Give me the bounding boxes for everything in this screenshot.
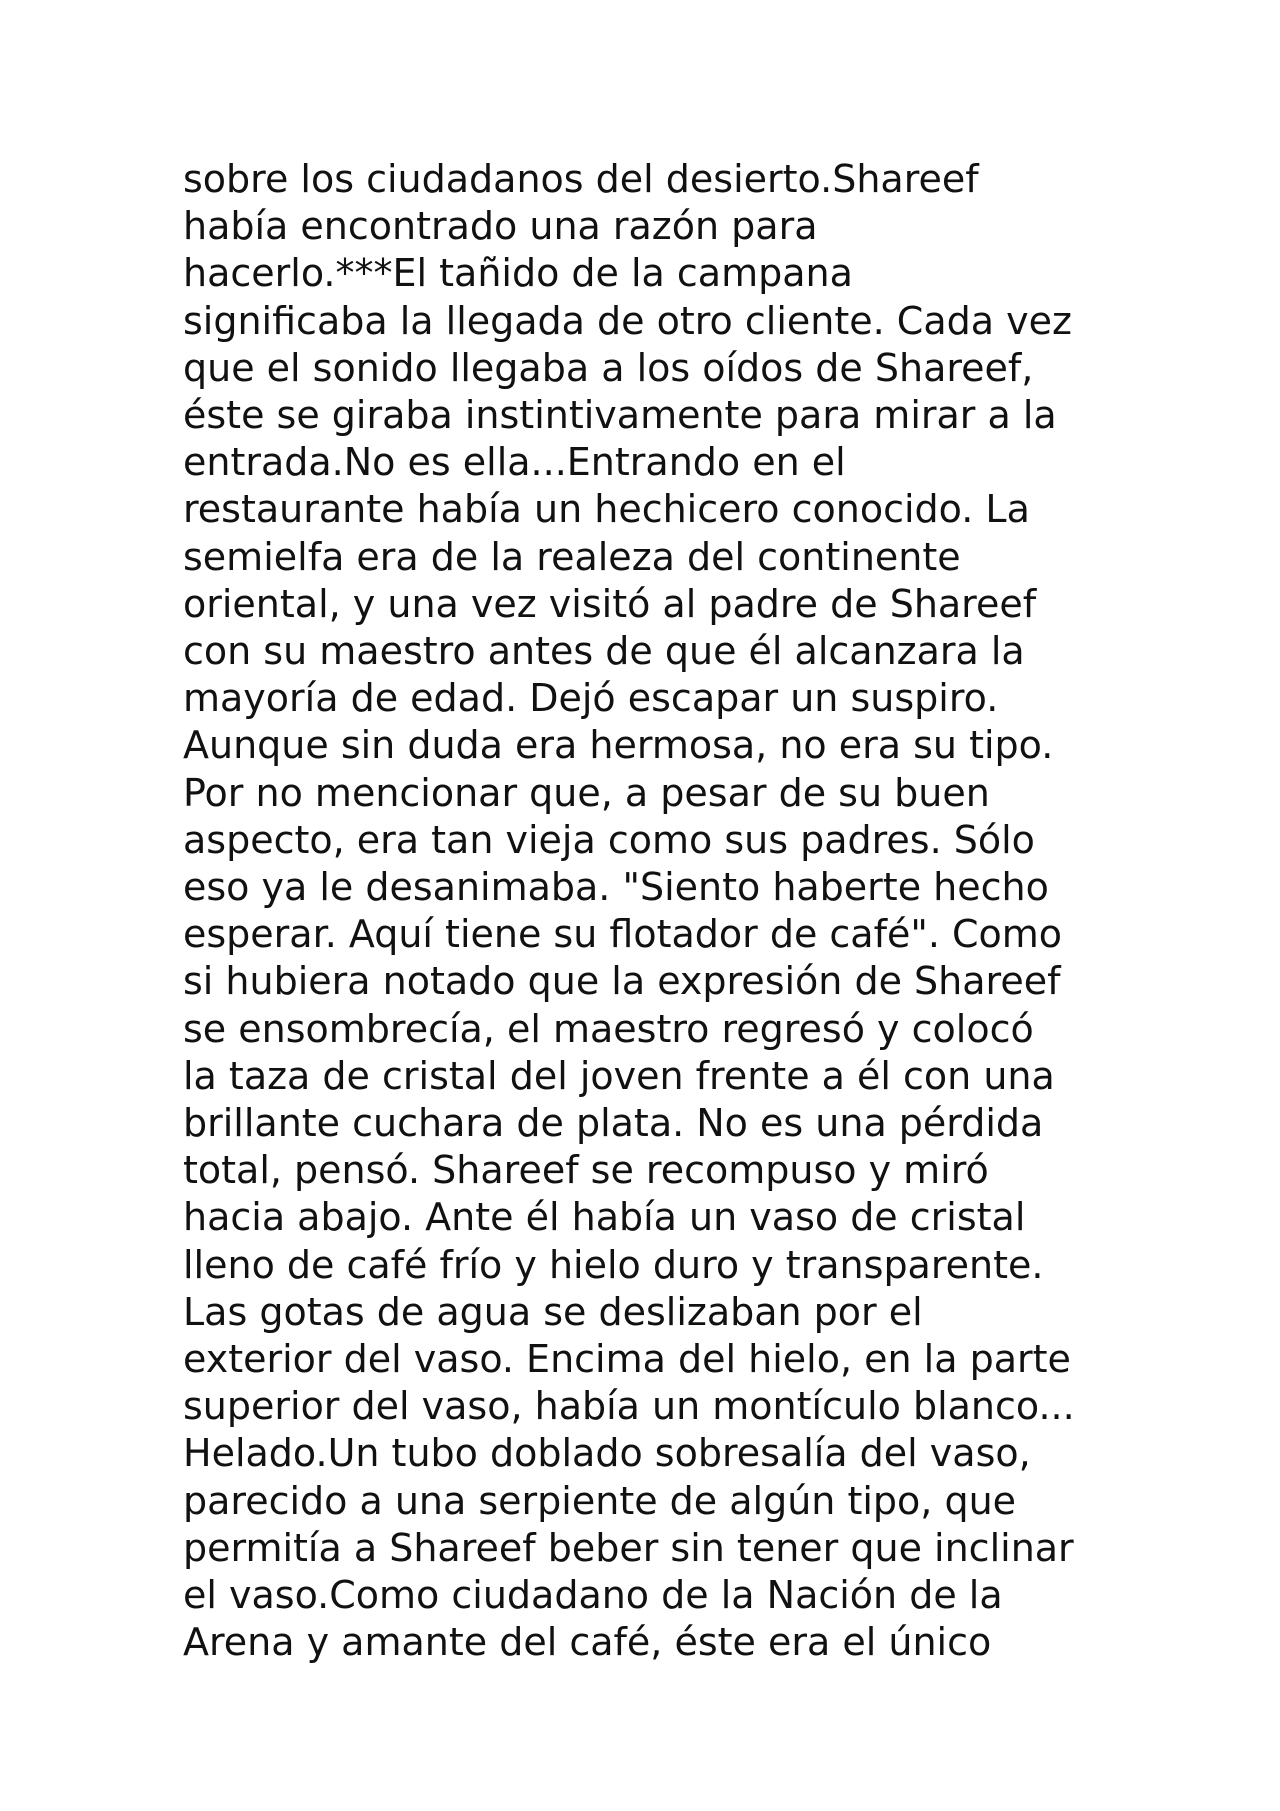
- text-line-6: éste se giraba instintivamente para mirar a la: [183, 393, 1057, 438]
- text-line-17: esperar. Aquí tiene su flotador de café". Como: [183, 912, 1063, 957]
- text-line-29: parecido a una serpiente de algún tipo, que: [183, 1478, 1017, 1523]
- text-line-26: exterior del vaso. Encima del hielo, en la parte: [183, 1337, 1071, 1382]
- text-line-20: la taza de cristal del joven frente a él con una: [183, 1053, 1055, 1098]
- text-line-24: lleno de café frío y hielo duro y transparente.: [183, 1242, 1044, 1287]
- text-line-8: restaurante había un hechicero conocido. La: [183, 487, 1030, 532]
- text-line-9: semielfa era de la realeza del continente: [183, 534, 961, 579]
- text-line-30: permitía a Shareef beber sin tener que inclinar: [183, 1525, 1074, 1570]
- text-line-11: con su maestro antes de que él alcanzara la: [183, 629, 1025, 674]
- text-line-2: había encontrado una razón para: [183, 204, 818, 249]
- text-line-14: Por no mencionar que, a pesar de su buen: [183, 770, 990, 815]
- text-line-22: total, pensó. Shareef se recompuso y miró: [183, 1148, 989, 1193]
- text-line-7: entrada.No es ella...Entrando en el: [183, 440, 846, 485]
- text-line-10: oriental, y una vez visitó al padre de Shareef: [183, 581, 1037, 626]
- text-line-15: aspecto, era tan vieja como sus padres. Sólo: [183, 817, 1035, 862]
- text-line-27: superior del vaso, había un montículo blanco...: [183, 1384, 1075, 1429]
- text-line-19: se ensombrecía, el maestro regresó y colocó: [183, 1006, 1034, 1051]
- text-line-16: eso ya le desanimaba. "Siento haberte hecho: [183, 865, 1049, 910]
- text-line-28: Helado.Un tubo doblado sobresalía del vaso,: [183, 1431, 1031, 1476]
- text-line-18: si hubiera notado que la expresión de Shareef: [183, 959, 1061, 1004]
- body-text: [183, 156, 1183, 1667]
- text-line-3: hacerlo.***El tañido de la campana: [183, 251, 853, 296]
- text-line-12: mayoría de edad. Dejó escapar un suspiro.: [183, 676, 999, 721]
- text-line-23: hacia abajo. Ante él había un vaso de cristal: [183, 1195, 1026, 1240]
- text-line-13: Aunque sin duda era hermosa, no era su tipo.: [183, 723, 1054, 768]
- text-line-21: brillante cuchara de plata. No es una pérdida: [183, 1101, 1044, 1146]
- text-line-5: que el sonido llegaba a los oídos de Shareef,: [183, 345, 1034, 390]
- text-line-1: sobre los ciudadanos del desierto.Shareef: [183, 157, 979, 201]
- text-line-4: significaba la llegada de otro cliente. Cada vez: [183, 298, 1072, 343]
- text-line-32: Arena y amante del café, éste era el único: [183, 1620, 992, 1665]
- text-line-31: el vaso.Como ciudadano de la Nación de la: [183, 1573, 1003, 1618]
- text-line-25: Las gotas de agua se deslizaban por el: [183, 1289, 923, 1334]
